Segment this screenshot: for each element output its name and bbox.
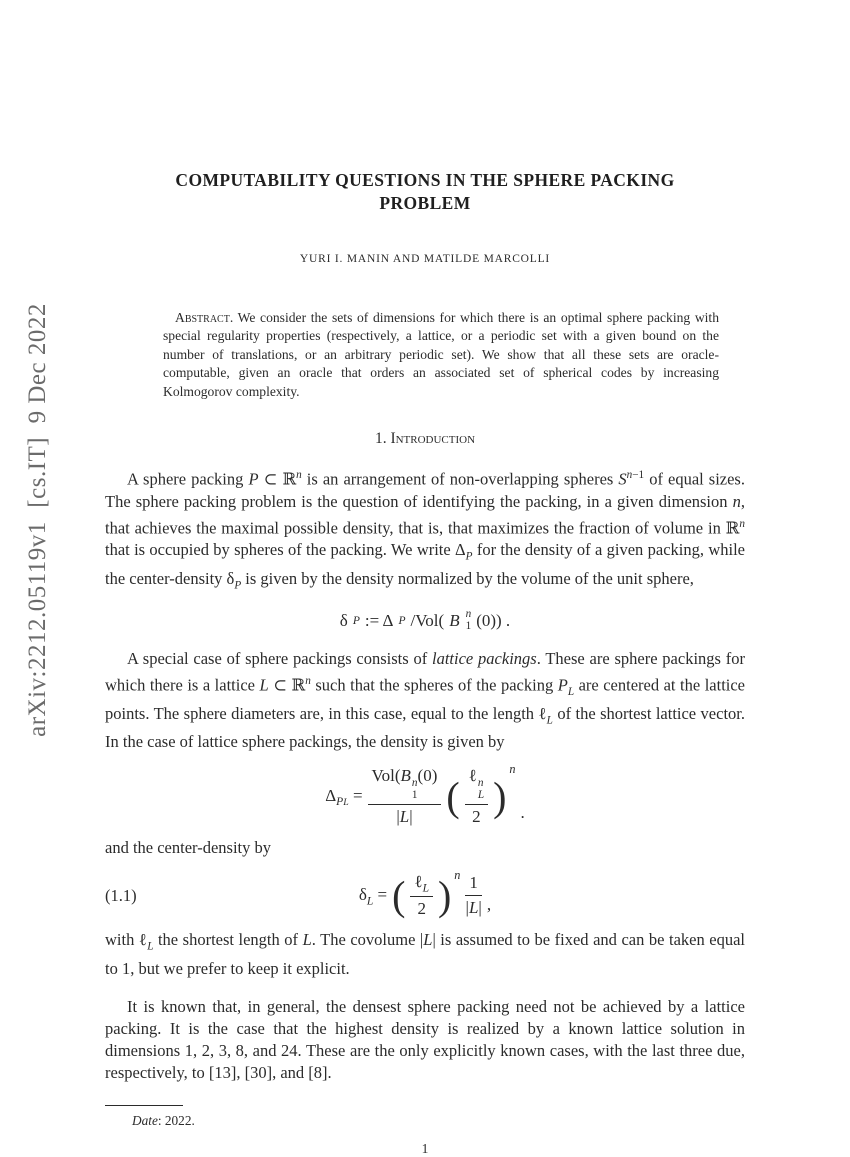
abstract-text: We consider the sets of dimensions for which there is an optimal sphere packing with special regularity properties (respectively, a lattice, or a periodic set with a given bound on the number of translations, or an arbitrary periodic set). We show that all these sets are oracle-computable, given an oracle that orders an associated set of spherical codes by increasing Kolmogorov complexity.	[163, 309, 719, 399]
title-line-1: COMPUTABILITY QUESTIONS IN THE SPHERE PACKING	[175, 169, 675, 190]
eq3-end-punctuation: ,	[486, 895, 492, 915]
equation-tag: (1.1)	[105, 885, 137, 905]
section-number: 1.	[374, 430, 387, 448]
equation-1-1	[105, 868, 745, 919]
eq3-exponent: n	[454, 868, 461, 883]
paper-content	[105, 0, 745, 1157]
equation-center-density	[105, 609, 745, 633]
paragraph-known-cases: It is known that, in general, the densest sphere packing need not be achieved by a lattice packing. It is the case that the highest density is realized by a known lattice solution in dimensions 1, 2, 3, 8, and 24. These are the only explicitly known cases, with the last three due, respectively, to [13], [30], and [8].	[105, 996, 745, 1082]
footnote-rule	[105, 1105, 183, 1106]
eq3-ell-fraction: $\frac{\ell_L}{2}$	[410, 872, 433, 919]
paragraph-center-density-lead: and the center-density by	[105, 838, 271, 858]
eq2-exponent: n	[509, 762, 516, 777]
eq3-covolume-fraction: $\frac{1}{|L|}$	[465, 873, 482, 918]
eq2-lhs: $\Delta_{PL}$ =	[325, 785, 363, 808]
eq3-lhs: $\delta_L$ =	[358, 884, 388, 907]
equation-lattice-density	[105, 762, 745, 827]
date-line: Date: 2022.	[132, 1112, 195, 1128]
close-paren: )	[437, 872, 452, 919]
eq2-end-punctuation: .	[520, 803, 525, 823]
authors-line: YURI I. MANIN AND MATILDE MARCOLLI	[299, 252, 551, 265]
footnote-area	[105, 1105, 745, 1129]
abstract-block	[163, 309, 719, 402]
abstract-label: Abstract.	[175, 309, 234, 325]
paper-title	[105, 169, 745, 215]
section-heading	[105, 430, 745, 448]
open-paren: (	[446, 773, 460, 820]
arxiv-watermark: arXiv:2212.05119v1 [cs.IT] 9 Dec 2022	[24, 303, 51, 737]
paragraph-covolume: with ℓ$_L$ the shortest length of L. The covolume |L| is assumed to be fixed and can be taken equal to 1, but we prefer to keep it explicit.	[105, 930, 745, 978]
section-title: Introduction	[390, 430, 476, 448]
close-paren: )	[493, 773, 507, 820]
title-line-2: PROBLEM	[379, 192, 471, 213]
open-paren: (	[392, 872, 406, 919]
equation-center-density-body: δ P := Δ P /Vol( B n 1 (0)) .	[339, 607, 511, 632]
eq2-ell-fraction: ℓ n L 2	[465, 766, 488, 827]
eq2-volume-fraction: Vol(B n 1 (0) |L|	[368, 766, 442, 827]
paragraph-lattice-packings: A special case of sphere packings consists of lattice packings. These are sphere packings for which there is a lattice L ⊂ ℝ$^n$ such that the spheres of the packing $P_L$ are centered at the lattice points. The sphere diameters are, in this case, equal to the length ℓ$_L$ of the shortest lattice vector. In the case of lattice sphere packings, the density is given by	[105, 649, 746, 752]
page-number: 1	[421, 1140, 429, 1156]
paragraph-intro-1: A sphere packing P ⊂ ℝ$^n$ is an arrangement of non-overlapping spheres $S^{n-1}$ of equal sizes. The sphere packing problem is the question of identifying the packing, in a given dimension n, that achieves the maximal possible density, that is, that maximizes the fraction of volume in ℝ$^n$ that is occupied by spheres of the packing. We write $\Delta_P$ for the density of a given packing, while the center-density $\delta_P$ is given by the density normalized by the volume of the unit sphere,	[105, 469, 745, 591]
